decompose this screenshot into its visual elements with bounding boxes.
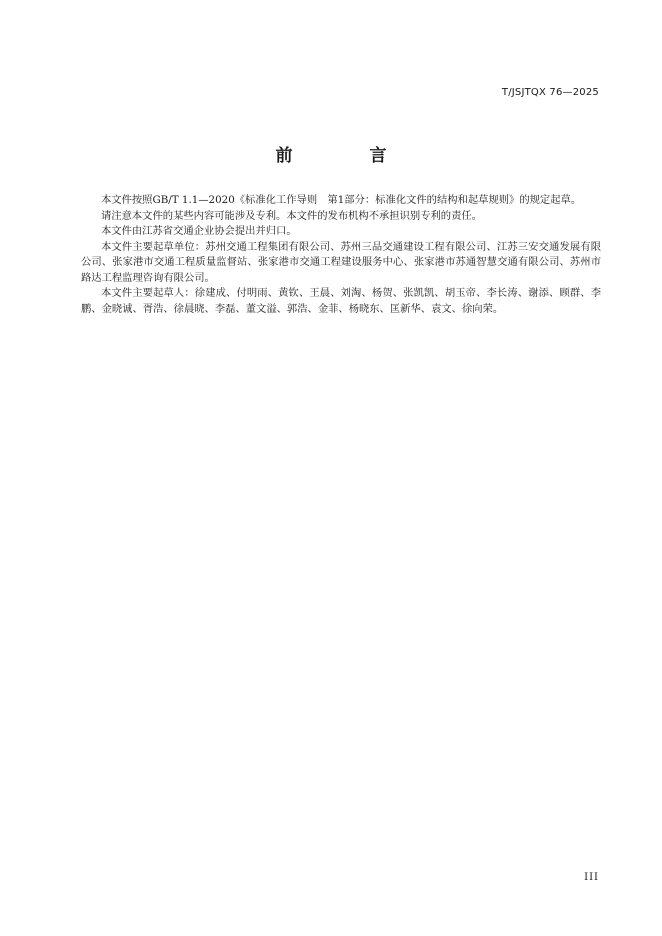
page-number: III — [584, 872, 599, 883]
foreword-body — [81, 193, 601, 317]
paragraph-drafting-rules: 本文件按照GB/T 1.1—2020《标准化工作导则 第1部分：标准化文件的结构和起草规则》的规定起草。 — [101, 194, 582, 206]
paragraph-patent-notice: 请注意本文件的某些内容可能涉及专利。本文件的发布机构不承担识别专利的责任。 — [101, 209, 482, 222]
paragraph-drafters: 本文件主要起草人：徐建成、付明雨、黄钦、王晨、刘淘、杨贺、张凯凯、胡玉帝、李长涛、谢添、顾群、李鹏、金晓诚、胥浩、徐晨晓、李磊、董文溢、郭浩、金菲、杨晓东、匡新华、袁文、徐向荣。 — [81, 287, 601, 315]
standard-code: T/JSJTQX 76—2025 — [501, 87, 599, 98]
page-title: 前 言 — [275, 146, 417, 166]
paragraph-proposer: 本文件由江苏省交通企业协会提出并归口。 — [101, 225, 297, 237]
paragraph-drafting-units: 本文件主要起草单位：苏州交通工程集团有限公司、苏州三品交通建设工程有限公司、江苏三安交通发展有限公司、张家港市交通工程质量监督站、张家港市交通工程建设服务中心、张家港市苏通智慧交通有限公司、苏州市路达工程监理咨询有限公司。 — [81, 240, 601, 284]
